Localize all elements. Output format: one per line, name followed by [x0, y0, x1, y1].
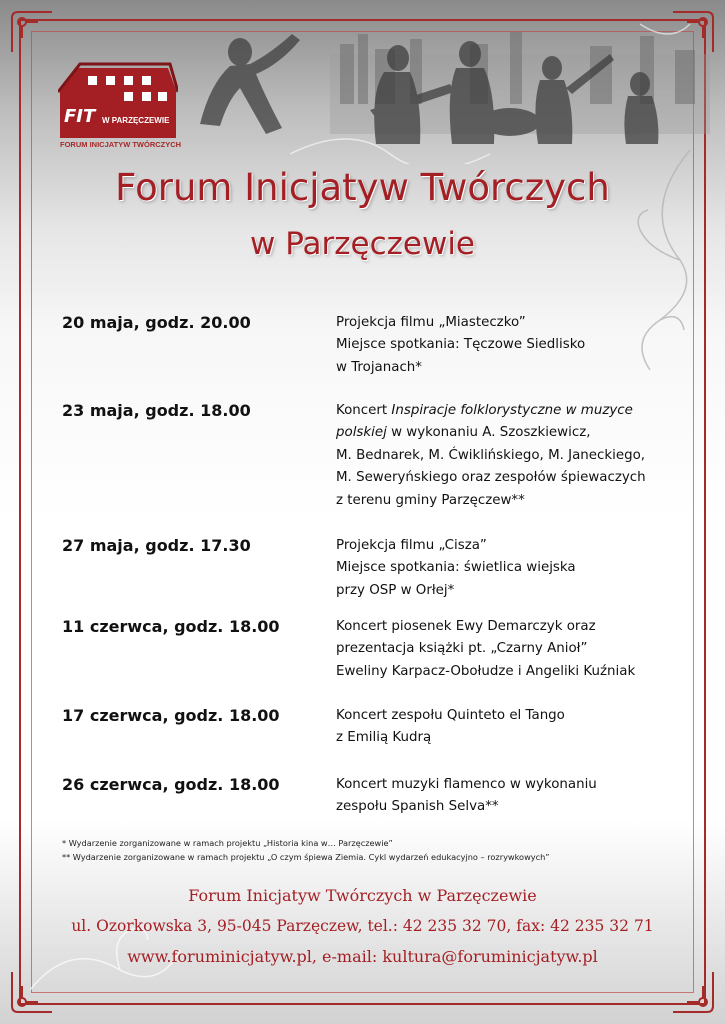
event-line: M. Bednarek, M. Ćwiklińskiego, M. Janeckiego,: [336, 447, 646, 463]
logo-abbrev: FIT: [64, 106, 96, 127]
event-line: Koncert Inspiracje folklorystyczne w muzyce: [336, 403, 633, 418]
event-date: 23 maja, godz. 18.00: [62, 401, 251, 420]
event-line: z terenu gminy Parzęczew**: [336, 492, 525, 508]
event-description: [336, 774, 676, 819]
event-date: 27 maja, godz. 17.30: [62, 536, 251, 555]
event-line: Miejsce spotkania: Tęczowe Siedlisko: [336, 337, 586, 353]
contact-web-email[interactable]: www.foruminicjatyw.pl, e-mail: kultura@foruminicjatyw.pl: [127, 947, 598, 966]
corner-ornament-icon: [8, 8, 56, 56]
event-line: Miejsce spotkania: świetlica wiejska: [336, 560, 576, 576]
event-line: z Emilią Kudrą: [336, 730, 432, 746]
page-title: Forum Inicjatyw Twórczych: [115, 166, 610, 209]
corner-ornament-icon: [669, 968, 717, 1016]
event-description: [336, 616, 676, 683]
event-row: [62, 535, 682, 602]
event-date: 20 maja, godz. 20.00: [62, 313, 251, 332]
footnote: * Wydarzenie zorganizowane w ramach projektu „Historia kina w… Parzęczewie”: [62, 838, 393, 848]
event-line: w Trojanach*: [336, 359, 422, 375]
event-line: Koncert piosenek Ewy Demarczyk oraz: [336, 619, 596, 634]
contact-address: ul. Ozorkowska 3, 95-045 Parzęczew, tel.: 42 235 32 70, fax: 42 235 32 71: [71, 917, 654, 935]
event-date: 11 czerwca, godz. 18.00: [62, 617, 280, 636]
house-logo-icon: [58, 60, 178, 140]
event-line: M. Seweryńskiego oraz zespołów śpiewaczych: [336, 470, 646, 486]
event-line: Koncert zespołu Quinteto el Tango: [336, 708, 565, 723]
fit-logo: [58, 60, 182, 152]
event-line: polskiej w wykonaniu A. Szoszkiewicz,: [336, 425, 591, 441]
event-line: Koncert muzyki flamenco w wykonaniu: [336, 777, 597, 792]
event-description: [336, 400, 676, 512]
event-line: Projekcja filmu „Miasteczko”: [336, 315, 526, 330]
event-row: [62, 705, 682, 750]
event-line: przy OSP w Orłej*: [336, 582, 455, 598]
event-row: [62, 312, 682, 379]
event-line: prezentacja książki pt. „Czarny Anioł”: [336, 641, 588, 657]
event-row: [62, 774, 682, 819]
page-subtitle: w Parzęczewie: [249, 226, 476, 262]
event-line: Eweliny Karpacz-Obołudze i Angeliki Kuźniak: [336, 663, 636, 679]
event-row: [62, 616, 682, 683]
logo-place: W PARZĘCZEWIE: [102, 116, 170, 125]
event-description: [336, 312, 676, 379]
event-description: [336, 535, 676, 602]
event-line: zespołu Spanish Selva**: [336, 799, 499, 815]
event-date: 26 czerwca, godz. 18.00: [62, 775, 280, 794]
footnotes: [62, 836, 682, 864]
event-line: Projekcja filmu „Cisza”: [336, 538, 487, 553]
musicians-silhouette-illustration: [170, 14, 710, 164]
footnote: ** Wydarzenie zorganizowane w ramach projektu „O czym śpiewa Ziemia. Cykl wydarzeń edukacyjno – rozrywkowych”: [62, 852, 550, 862]
event-date: 17 czerwca, godz. 18.00: [62, 706, 280, 725]
contact-organization: Forum Inicjatyw Twórczych w Parzęczewie: [188, 886, 537, 905]
logo-full-name: FORUM INICJATYW TWÓRCZYCH: [60, 140, 182, 149]
event-row: [62, 400, 682, 512]
event-description: [336, 705, 676, 750]
